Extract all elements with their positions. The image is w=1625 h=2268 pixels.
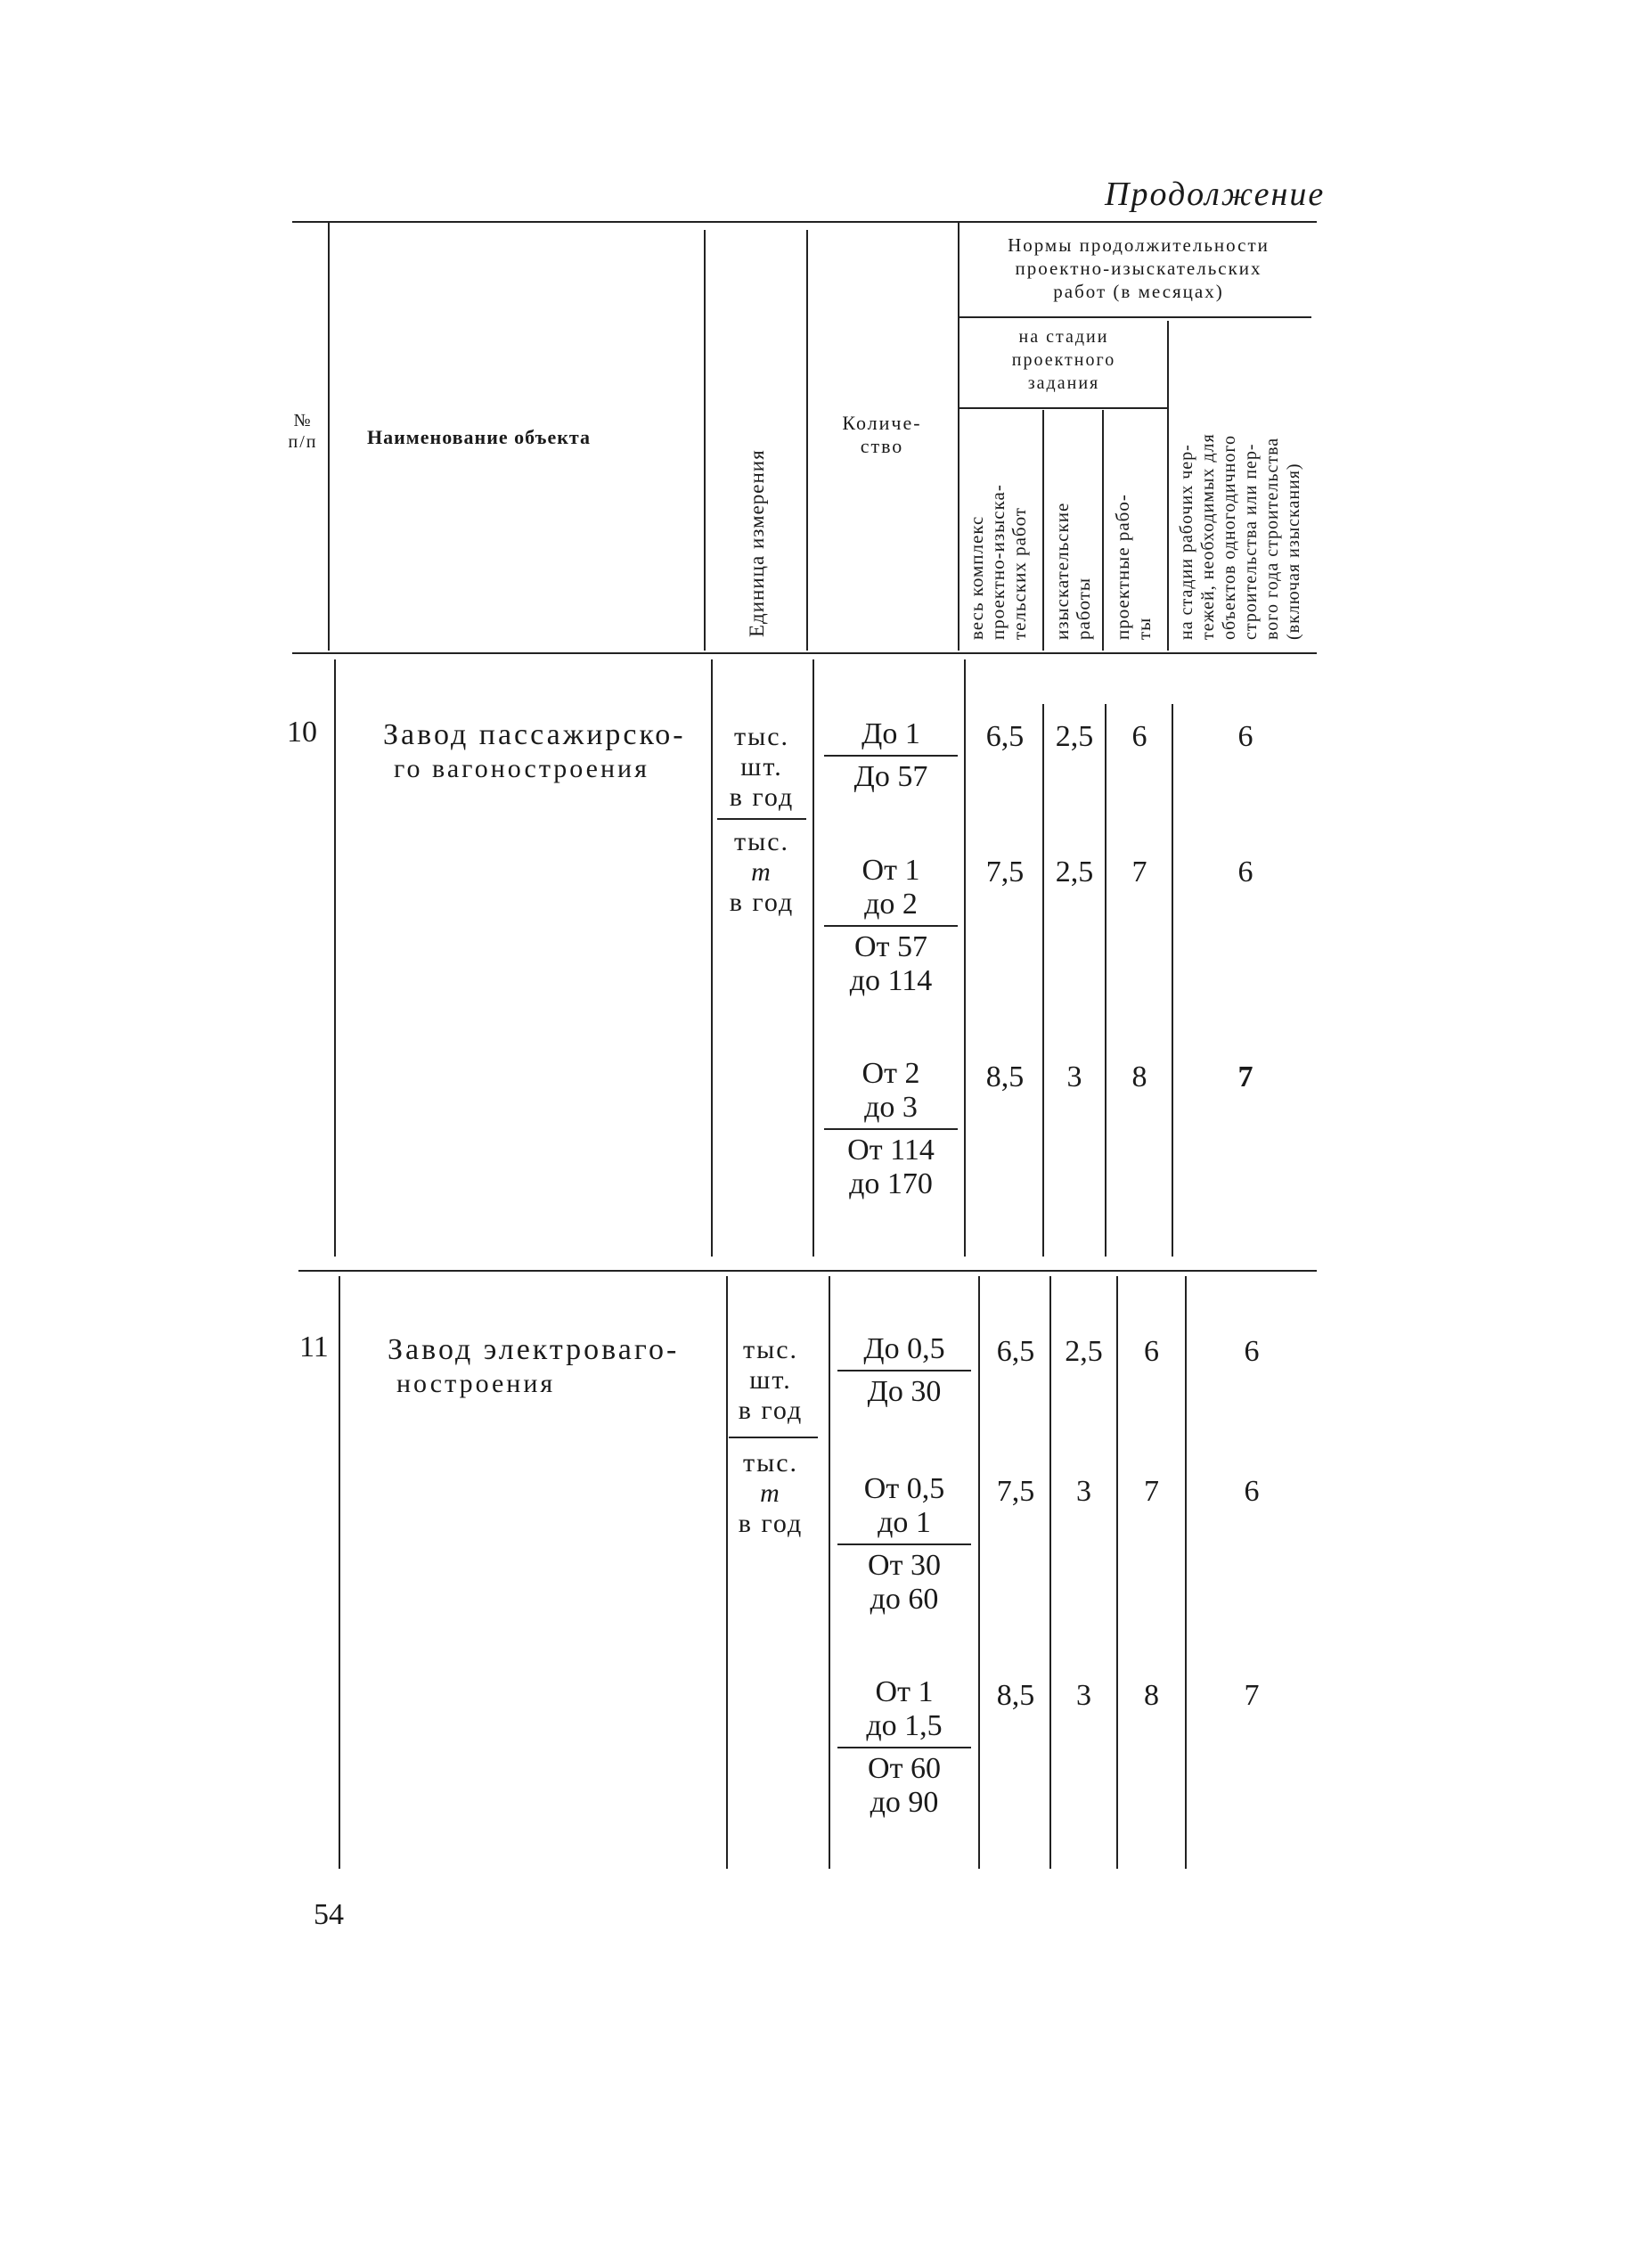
- value-all: 6,5: [985, 720, 1025, 753]
- unit-rule: [717, 818, 806, 820]
- value-survey: 2,5: [1055, 720, 1094, 753]
- value-design: 8: [1131, 1060, 1147, 1093]
- value-working: 6: [1244, 1475, 1260, 1508]
- value-survey: 3: [1076, 1679, 1091, 1712]
- quantity-fraction: До 0,5 До 30: [837, 1332, 971, 1409]
- row-divider: [1172, 704, 1173, 1257]
- value-survey: 2,5: [1055, 856, 1094, 888]
- quantity-fraction: От 0,5 до 1 От 30 до 60: [837, 1472, 971, 1617]
- header-rule: [959, 407, 1167, 409]
- subcol-working-drawings-header: на стадии рабочих чер- тежей, необходимых для объектов одногодичного строительства или пер- вого года строительства (включая изыскания): [1177, 433, 1303, 640]
- row-number: 10: [287, 716, 317, 749]
- row-divider: [829, 1276, 830, 1869]
- object-name: Завод электроваго-: [388, 1333, 680, 1366]
- header-rule: [959, 316, 1311, 318]
- value-survey: 3: [1066, 1060, 1082, 1093]
- norms-header: Нормы продолжительности проектно-изыскательских работ (в месяцах): [1008, 234, 1270, 302]
- value-all: 8,5: [985, 1060, 1025, 1093]
- value-working: 7: [1237, 1060, 1253, 1093]
- row-divider: [1105, 704, 1106, 1257]
- page-number: 54: [314, 1898, 344, 1931]
- row-divider: [978, 1276, 980, 1869]
- row-divider: [339, 1276, 340, 1869]
- subcol-survey-header: изыскательские работы: [1051, 502, 1094, 640]
- col-name-header: Наименование объекта: [367, 426, 591, 448]
- continuation-label: Продолжение: [1105, 176, 1326, 213]
- header-divider: [806, 230, 808, 651]
- object-name: ностроения: [396, 1369, 556, 1398]
- quantity-fraction: От 1 до 2 От 57 до 114: [824, 854, 958, 998]
- value-working: 6: [1237, 856, 1253, 888]
- col-number-header: № п/п: [288, 411, 318, 452]
- object-name: го вагоностроения: [394, 754, 649, 783]
- col-unit-header: Единица измерения: [746, 449, 768, 637]
- unit-label: тыс. т в год: [729, 827, 795, 917]
- value-working: 6: [1244, 1335, 1260, 1368]
- header-divider: [704, 230, 706, 651]
- header-divider: [1167, 321, 1169, 651]
- header-divider: [328, 223, 330, 651]
- unit-label: тыс. шт. в год: [729, 722, 795, 812]
- value-working: 7: [1244, 1679, 1260, 1712]
- value-all: 7,5: [985, 856, 1025, 888]
- row-divider: [334, 659, 336, 1257]
- quantity-fraction: До 1 До 57: [824, 717, 958, 794]
- value-design: 7: [1131, 856, 1147, 888]
- value-all: 8,5: [996, 1679, 1035, 1712]
- unit-label: тыс. шт. в год: [738, 1335, 804, 1425]
- value-design: 7: [1144, 1475, 1159, 1508]
- row-divider: [812, 659, 814, 1257]
- row-number: 11: [299, 1331, 329, 1363]
- header-bottom-rule: [292, 652, 1317, 654]
- quantity-fraction: От 2 до 3 От 114 до 170: [824, 1057, 958, 1201]
- value-survey: 3: [1076, 1475, 1091, 1508]
- header-divider: [1042, 410, 1044, 651]
- subcol-design-header: проектные рабо- ты: [1112, 494, 1155, 640]
- unit-label: тыс. т в год: [738, 1448, 804, 1538]
- quantity-fraction: От 1 до 1,5 От 60 до 90: [837, 1675, 971, 1820]
- value-all: 7,5: [996, 1475, 1035, 1508]
- value-all: 6,5: [996, 1335, 1035, 1368]
- header-divider: [1102, 410, 1104, 651]
- header-divider: [958, 223, 959, 651]
- stage-project-header: на стадии проектного задания: [1011, 327, 1116, 393]
- col-qty-header: Количе- ство: [842, 412, 922, 457]
- row-divider: [1042, 704, 1044, 1257]
- value-survey: 2,5: [1065, 1335, 1103, 1368]
- row-separator: [298, 1270, 1317, 1272]
- object-name: Завод пассажирско-: [383, 718, 686, 751]
- value-working: 6: [1237, 720, 1253, 753]
- subcol-all-works-header: весь комплекс проектно-изыска- тельских работ: [966, 484, 1030, 640]
- header-top-rule: [292, 221, 1317, 223]
- unit-rule: [729, 1437, 818, 1438]
- value-design: 8: [1144, 1679, 1159, 1712]
- row-divider: [964, 659, 966, 1257]
- value-design: 6: [1144, 1335, 1159, 1368]
- value-design: 6: [1131, 720, 1147, 753]
